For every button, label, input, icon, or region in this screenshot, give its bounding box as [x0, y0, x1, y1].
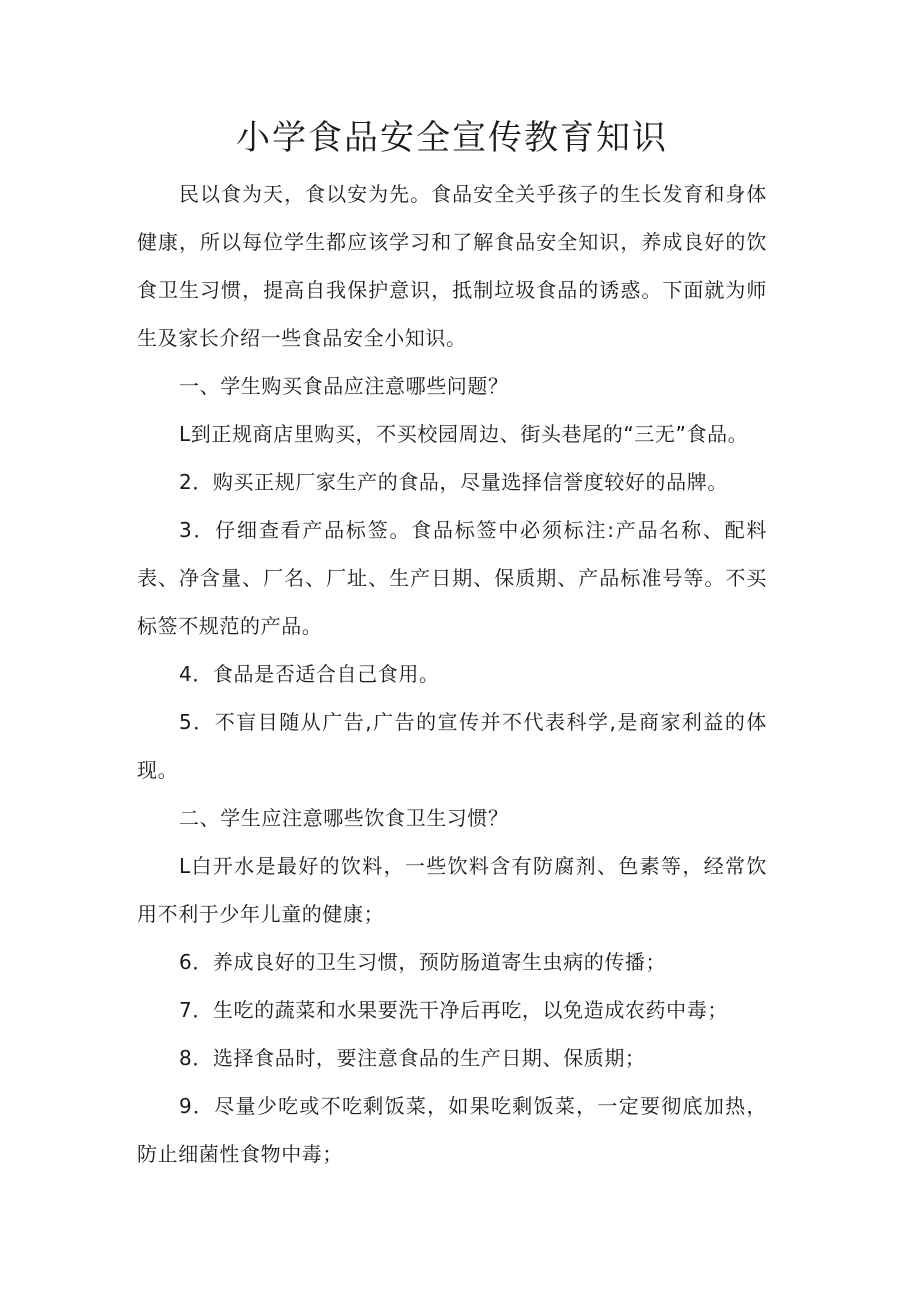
list-item: 3．仔细查看产品标签。食品标签中必须标注:产品名称、配料表、净含量、厂名、厂址、生产日期、保质期、产品标准号等。不买标签不规范的产品。 — [137, 518, 767, 638]
list-item: 5．不盲目随从广告,广告的宣传并不代表科学,是商家利益的体现。 — [137, 710, 767, 782]
list-item: 9．尽量少吃或不吃剩饭菜，如果吃剩饭菜，一定要彻底加热，防止细菌性食物中毒； — [137, 1094, 767, 1166]
list-item: 2．购买正规厂家生产的食品，尽量选择信誉度较好的品牌。 — [179, 470, 728, 494]
list-item: L白开水是最好的饮料，一些饮料含有防腐剂、色素等，经常饮用不利于少年儿童的健康； — [137, 854, 767, 926]
document-title: 小学食品安全宣传教育知识 — [236, 118, 668, 158]
section-heading-2: 二、学生应注意哪些饮食卫生习惯？ — [179, 806, 509, 830]
list-item: 6．养成良好的卫生习惯，预防肠道寄生虫病的传播； — [179, 950, 667, 974]
list-item: 4．食品是否适合自己食用。 — [179, 662, 440, 686]
intro-paragraph: 民以食为天，食以安为先。食品安全关乎孩子的生长发育和身体健康，所以每位学生都应该学习和了解食品安全知识，养成良好的饮食卫生习惯，提高自我保护意识，抵制垃圾食品的诱惑。下面就为师生及家长介绍一些食品安全小知识。 — [137, 182, 767, 350]
section-heading-1: 一、学生购买食品应注意哪些问题？ — [179, 374, 509, 398]
list-item: L到正规商店里购买，不买校园周边、街头巷尾的“三无”食品。 — [179, 422, 749, 446]
list-item: 7．生吃的蔬菜和水果要洗干净后再吃，以免造成农药中毒； — [179, 998, 728, 1022]
list-item: 8．选择食品时，要注意食品的生产日期、保质期； — [179, 1046, 646, 1070]
